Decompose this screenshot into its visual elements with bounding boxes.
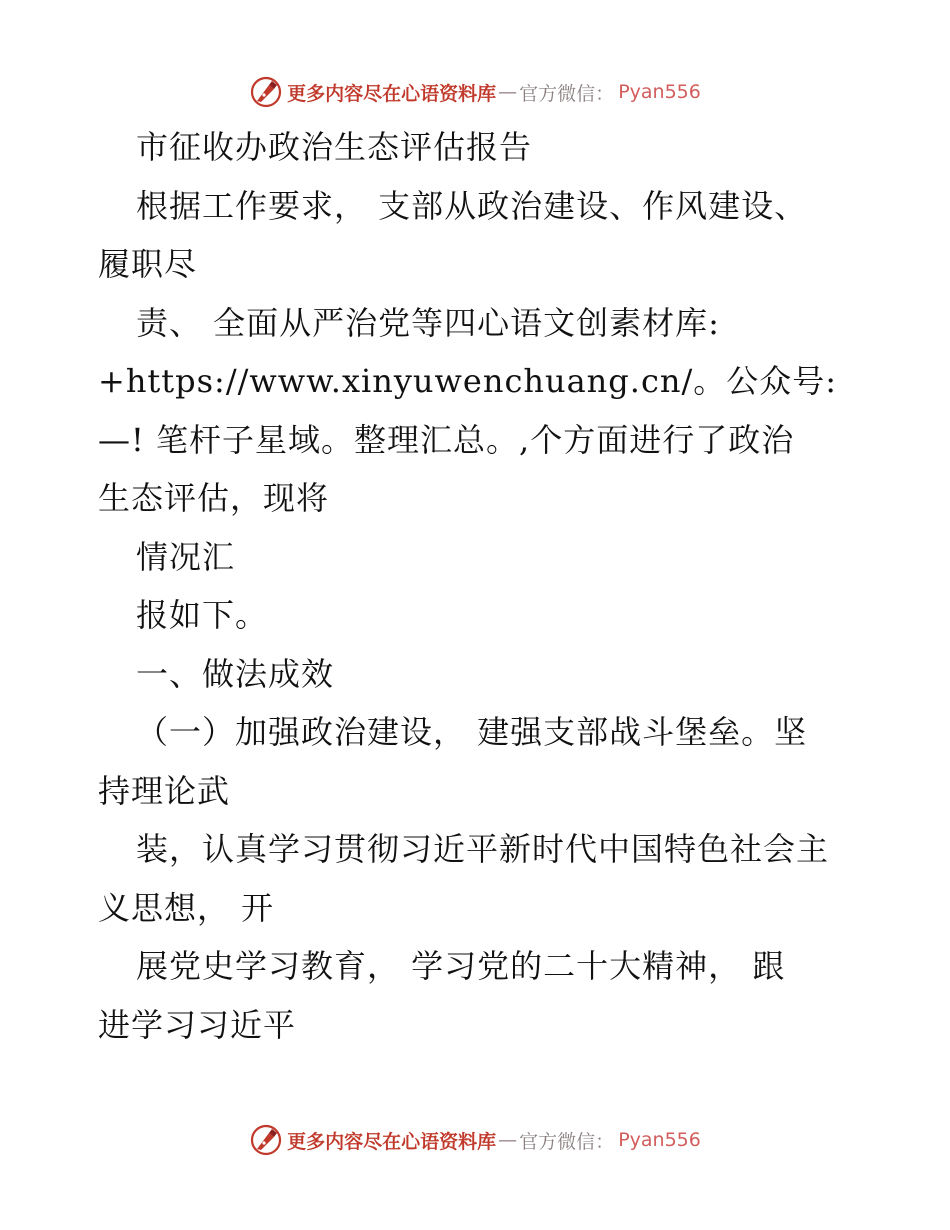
banner-dash: —	[498, 81, 518, 103]
document-line: —! 笔杆子星域。整理汇总。,个方面进行了政治	[98, 420, 795, 459]
pen-nib-logo-icon	[249, 1123, 283, 1157]
document-line: 展党史学习教育， 学习党的二十大精神， 跟	[136, 947, 786, 985]
banner-wechat-id: Pyan556	[618, 81, 701, 103]
banner-main-text: 更多内容尽在心语资料库	[287, 1130, 497, 1153]
banner-colon: ：	[595, 1130, 615, 1153]
banner-colon: ：	[595, 82, 615, 105]
document-line: 义思想， 开	[98, 888, 275, 927]
document-body	[98, 118, 858, 1054]
document-line: 履职尽	[98, 245, 198, 283]
section-heading: 一、做法成效	[136, 654, 335, 693]
document-line: 持理论武	[98, 771, 231, 810]
banner-official-text: 官方微信	[519, 82, 596, 105]
document-line: 装，认真学习贯彻习近平新时代中国特色社会主	[136, 830, 830, 868]
pen-nib-logo-icon	[249, 75, 283, 109]
header-watermark-banner	[0, 72, 950, 112]
footer-watermark-banner	[0, 1120, 950, 1160]
document-line: 进学习习近平	[98, 1005, 297, 1044]
banner-main-text: 更多内容尽在心语资料库	[287, 82, 497, 105]
document-line: 责、 全面从严治党等四心语文创素材库:	[136, 303, 720, 342]
document-line: +https://www.xinyuwenchuang.cn/。公众号:	[98, 362, 838, 400]
document-line: 根据工作要求， 支部从政治建设、作风建设、	[136, 186, 808, 225]
document-title: 市征收办政治生态评估报告	[136, 128, 533, 166]
document-line: 生态评估，现将	[98, 479, 330, 517]
document-line: 情况汇	[136, 537, 236, 576]
subsection-heading: （一）加强政治建设， 建强支部战斗堡垒。坚	[136, 713, 808, 751]
banner-official-text: 官方微信	[519, 1130, 596, 1153]
document-line: 报如下。	[136, 596, 269, 634]
banner-dash: —	[498, 1129, 518, 1151]
banner-wechat-id: Pyan556	[618, 1129, 701, 1151]
